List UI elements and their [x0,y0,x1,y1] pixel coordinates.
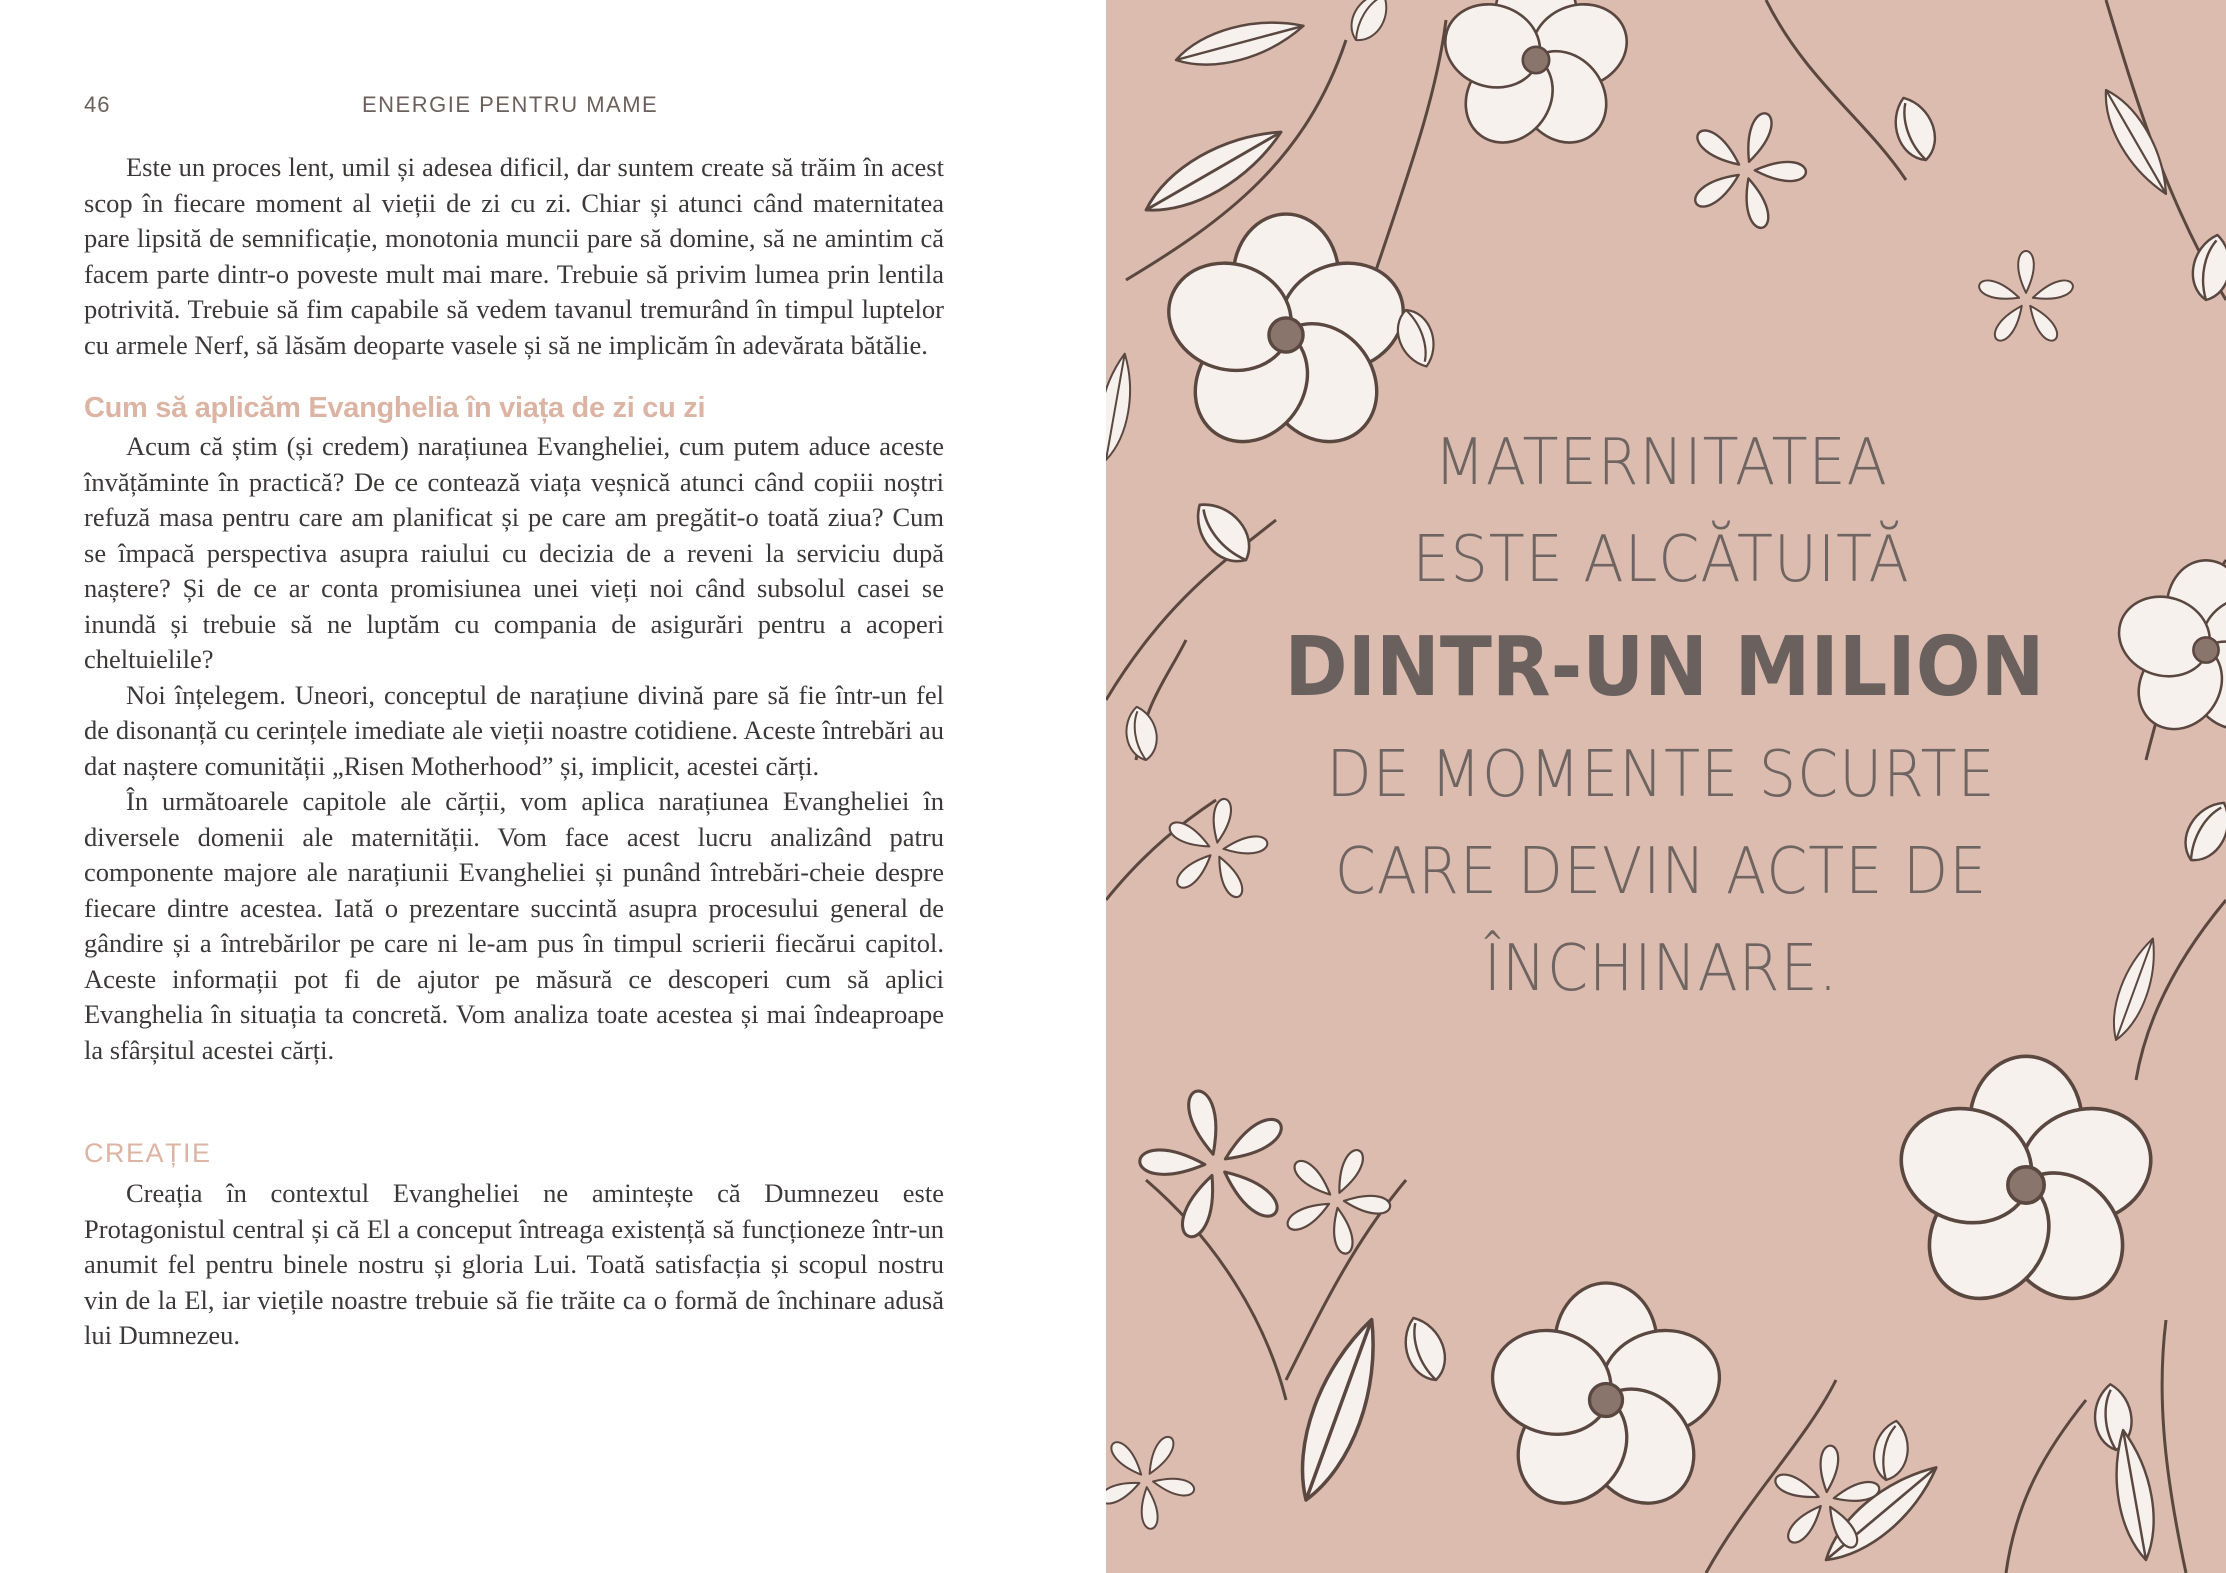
paragraph: Acum că știm (și credem) narațiunea Evangheliei, cum putem aduce aceste învățăminte în practică? De ce contează viața veșnică atunci când copiii noștri refuză masa pentru care am planificat și pe care am pregătit-o toată ziua? Cum se împacă perspectiva asupra raiului cu decizia de a reveni la serviciu după naștere? Și de ce ar conta promisiunea unei vieți noi când subsolul casei se inundă și trebuie să ne luptăm cu compania de asigurări pentru a acoperi cheltuielile? [84,431,944,674]
quote-line: DE MOMENTE SCURTE [1326,738,1996,812]
intro-paragraph: Este un proces lent, umil și adesea dificil, dar suntem create să trăim în acest scop în fiecare moment al vieții de zi cu zi. Chiar și atunci când maternitatea pare lipsită de semnificație, monotonia muncii pare să domine, să ne amintim că facem parte dintr-o poveste mult mai mare. Trebuie să privim lumea prin lentila potrivită. Trebuie să fim capabile să vedem tavanul tremurând în timpul luptelor cu armele Nerf, să lăsăm deoparte vasele și să ne implicăm în adevărata bătălie. [84,152,944,360]
right-page [1106,0,2226,1573]
paragraph: În următoarele capitole ale cărții, vom aplica narațiunea Evangheliei în diversele domenii ale maternității. Vom face acest lucru analizând patru componente majore ale narațiunii Evangheliei și punând întrebări-cheie despre fiecare dintre acestea. Iată o prezentare succintă asupra procesului general de gândire și a întrebărilor pe care ni le-am pus în timpul scrierii fiecărui capitol. Aceste informații pot fi de ajutor pe măsură ce descoperi cum să aplici Evanghelia în situația ta concretă. Vom analiza toate acestea și mai îndeaproape la sfârșitul acestei cărți. [84,786,944,1065]
quote-line: CARE DEVIN ACTE DE [1334,835,1988,909]
section-heading: CREAȚIE [84,1138,212,1168]
quote-line: ÎNCHINARE. [1483,932,1839,1006]
page-number: 46 [84,92,111,117]
quote-emphasis: DINTR-UN MILION [1284,620,2045,715]
paragraph: Noi înțelegem. Uneori, conceptul de narațiune divină pare să fie într-un fel de disonanță cu cerințele imediate ale vieții noastre cotidiene. Aceste întrebări au dat naștere comunității „Risen Motherhood” și, implicit, acestei cărți. [84,679,944,781]
section-paragraph: Creația în contextul Evangheliei ne amintește că Dumnezeu este Protagonistul central și că El a conceput întreaga existență să funcționeze într-un anumit fel pentru binele nostru și gloria Lui. Toată satisfacția și scopul nostru vin de la El, iar viețile noastre trebuie să fie trăite ca o formă de închinare adusă lui Dumnezeu. [84,1178,944,1350]
pull-quote [1256,415,2066,1018]
subheading: Cum să aplicăm Evanghelia în viața de zi cu zi [84,392,706,424]
left-page [0,0,1106,1573]
quote-line: ESTE ALCĂTUITĂ [1412,523,1910,597]
quote-line: MATERNITATEA [1434,426,1888,500]
running-title: ENERGIE PENTRU MAME [362,92,659,117]
running-head [84,92,944,122]
body-text [84,150,944,1354]
